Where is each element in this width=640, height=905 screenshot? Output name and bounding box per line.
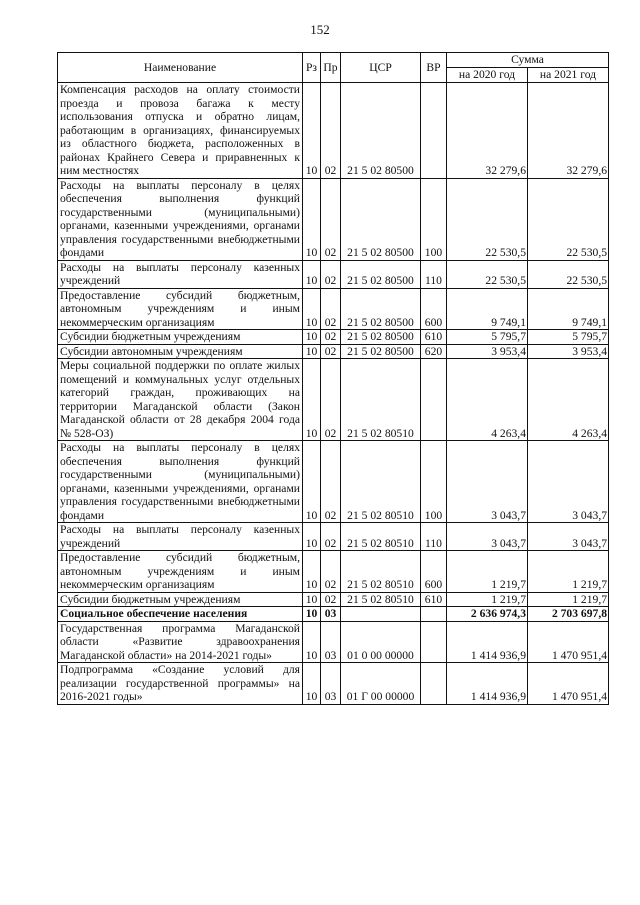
cell-rz: 10: [303, 663, 321, 705]
header-name: Наименование: [58, 53, 303, 83]
cell-pr: 02: [321, 551, 341, 593]
cell-csr: 01 Г 00 00000: [341, 663, 421, 705]
table-row: [58, 330, 609, 345]
cell-pr: 03: [321, 621, 341, 663]
table-row: [58, 592, 609, 607]
cell-pr: 03: [321, 607, 341, 622]
cell-name: Меры социальной поддержки по оплате жилых помещений и коммунальных услуг отдельных категорий граждан, проживающих на территории Магаданской области (Закон Магаданской области от 28 декабря 2004 года № 528-ОЗ): [58, 359, 303, 441]
table-row: [58, 621, 609, 663]
cell-rz: 10: [303, 330, 321, 345]
cell-sum-2021: 4 263,4: [528, 359, 609, 441]
header-sum: Сумма: [447, 53, 609, 68]
table-row: [58, 178, 609, 260]
table-row: [58, 359, 609, 441]
cell-rz: 10: [303, 523, 321, 551]
cell-csr: 01 0 00 00000: [341, 621, 421, 663]
cell-rz: 10: [303, 607, 321, 622]
cell-pr: 02: [321, 330, 341, 345]
header-vr: ВР: [421, 53, 447, 83]
cell-sum-2021: 22 530,5: [528, 260, 609, 288]
cell-sum-2020: 2 636 974,3: [447, 607, 528, 622]
cell-csr: 21 5 02 80510: [341, 359, 421, 441]
table-row: [58, 83, 609, 179]
cell-sum-2021: 1 470 951,4: [528, 621, 609, 663]
cell-sum-2020: 22 530,5: [447, 178, 528, 260]
cell-sum-2020: 1 414 936,9: [447, 663, 528, 705]
cell-pr: 02: [321, 359, 341, 441]
cell-name: Компенсация расходов на оплату стоимости проезда и провоза багажа к месту использования отпуска и обратно лицам, работающим в организациях, финансируемых из областного бюджета, расположенных в районах Крайнего Севера и приравненных к ним местностях: [58, 83, 303, 179]
cell-sum-2020: 5 795,7: [447, 330, 528, 345]
cell-vr: 100: [421, 441, 447, 523]
cell-sum-2021: 1 470 951,4: [528, 663, 609, 705]
cell-rz: 10: [303, 178, 321, 260]
table-row: [58, 607, 609, 622]
cell-vr: 110: [421, 523, 447, 551]
header-2021: на 2021 год: [528, 68, 609, 83]
cell-sum-2021: 5 795,7: [528, 330, 609, 345]
cell-rz: 10: [303, 621, 321, 663]
header-pr: Пр: [321, 53, 341, 83]
table-row: [58, 523, 609, 551]
cell-vr: 620: [421, 344, 447, 359]
cell-csr: 21 5 02 80510: [341, 441, 421, 523]
cell-rz: 10: [303, 359, 321, 441]
cell-vr: [421, 359, 447, 441]
cell-vr: 100: [421, 178, 447, 260]
cell-sum-2021: 2 703 697,8: [528, 607, 609, 622]
cell-rz: 10: [303, 344, 321, 359]
cell-sum-2020: 9 749,1: [447, 288, 528, 330]
header-2020: на 2020 год: [447, 68, 528, 83]
cell-rz: 10: [303, 441, 321, 523]
cell-pr: 03: [321, 663, 341, 705]
cell-csr: 21 5 02 80510: [341, 551, 421, 593]
cell-sum-2021: 22 530,5: [528, 178, 609, 260]
cell-vr: 110: [421, 260, 447, 288]
cell-sum-2021: 32 279,6: [528, 83, 609, 179]
cell-sum-2021: 9 749,1: [528, 288, 609, 330]
header-csr: ЦСР: [341, 53, 421, 83]
cell-csr: 21 5 02 80500: [341, 83, 421, 179]
cell-name: Подпрограмма «Создание условий для реализации государственной программы» на 2016-2021 годы»: [58, 663, 303, 705]
cell-sum-2020: 3 953,4: [447, 344, 528, 359]
cell-csr: 21 5 02 80500: [341, 260, 421, 288]
cell-sum-2021: 1 219,7: [528, 592, 609, 607]
cell-name: Субсидии бюджетным учреждениям: [58, 592, 303, 607]
cell-vr: 610: [421, 330, 447, 345]
cell-name: Субсидии бюджетным учреждениям: [58, 330, 303, 345]
cell-csr: [341, 607, 421, 622]
cell-name: Расходы на выплаты персоналу казенных учреждений: [58, 523, 303, 551]
cell-sum-2020: 32 279,6: [447, 83, 528, 179]
cell-pr: 02: [321, 344, 341, 359]
cell-vr: [421, 83, 447, 179]
cell-name: Расходы на выплаты персоналу в целях обеспечения выполнения функций государственными (муниципальными) органами, казенными учреждениями, органами управления государственными внебюджетными фондами: [58, 178, 303, 260]
budget-table: [57, 52, 609, 705]
cell-sum-2021: 3 953,4: [528, 344, 609, 359]
cell-vr: [421, 621, 447, 663]
cell-vr: 600: [421, 288, 447, 330]
cell-name: Предоставление субсидий бюджетным, автономным учреждениям и иным некоммерческим организациям: [58, 288, 303, 330]
cell-csr: 21 5 02 80500: [341, 288, 421, 330]
cell-name: Субсидии автономным учреждениям: [58, 344, 303, 359]
table-row: [58, 441, 609, 523]
cell-csr: 21 5 02 80510: [341, 523, 421, 551]
cell-csr: 21 5 02 80500: [341, 178, 421, 260]
table-body: [58, 83, 609, 705]
cell-sum-2021: 3 043,7: [528, 523, 609, 551]
cell-csr: 21 5 02 80510: [341, 592, 421, 607]
cell-rz: 10: [303, 260, 321, 288]
table-row: [58, 288, 609, 330]
table-row: [58, 344, 609, 359]
cell-pr: 02: [321, 83, 341, 179]
cell-vr: [421, 607, 447, 622]
cell-sum-2020: 1 219,7: [447, 551, 528, 593]
cell-pr: 02: [321, 523, 341, 551]
cell-sum-2021: 1 219,7: [528, 551, 609, 593]
cell-rz: 10: [303, 551, 321, 593]
cell-csr: 21 5 02 80500: [341, 330, 421, 345]
cell-name: Расходы на выплаты персоналу в целях обеспечения выполнения функций государственными (муниципальными) органами, казенными учреждениями, органами управления государственными внебюджетными фондами: [58, 441, 303, 523]
cell-rz: 10: [303, 288, 321, 330]
cell-vr: 600: [421, 551, 447, 593]
table-row: [58, 663, 609, 705]
cell-sum-2020: 22 530,5: [447, 260, 528, 288]
cell-sum-2020: 4 263,4: [447, 359, 528, 441]
table-row: [58, 551, 609, 593]
cell-vr: [421, 663, 447, 705]
table-header: [58, 53, 609, 83]
cell-name: Предоставление субсидий бюджетным, автономным учреждениям и иным некоммерческим организациям: [58, 551, 303, 593]
cell-rz: 10: [303, 592, 321, 607]
header-rz: Рз: [303, 53, 321, 83]
cell-sum-2020: 1 414 936,9: [447, 621, 528, 663]
cell-pr: 02: [321, 260, 341, 288]
cell-name: Социальное обеспечение населения: [58, 607, 303, 622]
cell-pr: 02: [321, 178, 341, 260]
cell-name: Расходы на выплаты персоналу казенных учреждений: [58, 260, 303, 288]
cell-vr: 610: [421, 592, 447, 607]
cell-sum-2020: 3 043,7: [447, 441, 528, 523]
cell-rz: 10: [303, 83, 321, 179]
cell-sum-2020: 3 043,7: [447, 523, 528, 551]
cell-name: Государственная программа Магаданской области «Развитие здравоохранения Магаданской области» на 2014-2021 годы»: [58, 621, 303, 663]
cell-sum-2021: 3 043,7: [528, 441, 609, 523]
table-row: [58, 260, 609, 288]
cell-csr: 21 5 02 80500: [341, 344, 421, 359]
page-number: 152: [310, 22, 330, 37]
cell-pr: 02: [321, 441, 341, 523]
cell-pr: 02: [321, 288, 341, 330]
cell-pr: 02: [321, 592, 341, 607]
cell-sum-2020: 1 219,7: [447, 592, 528, 607]
